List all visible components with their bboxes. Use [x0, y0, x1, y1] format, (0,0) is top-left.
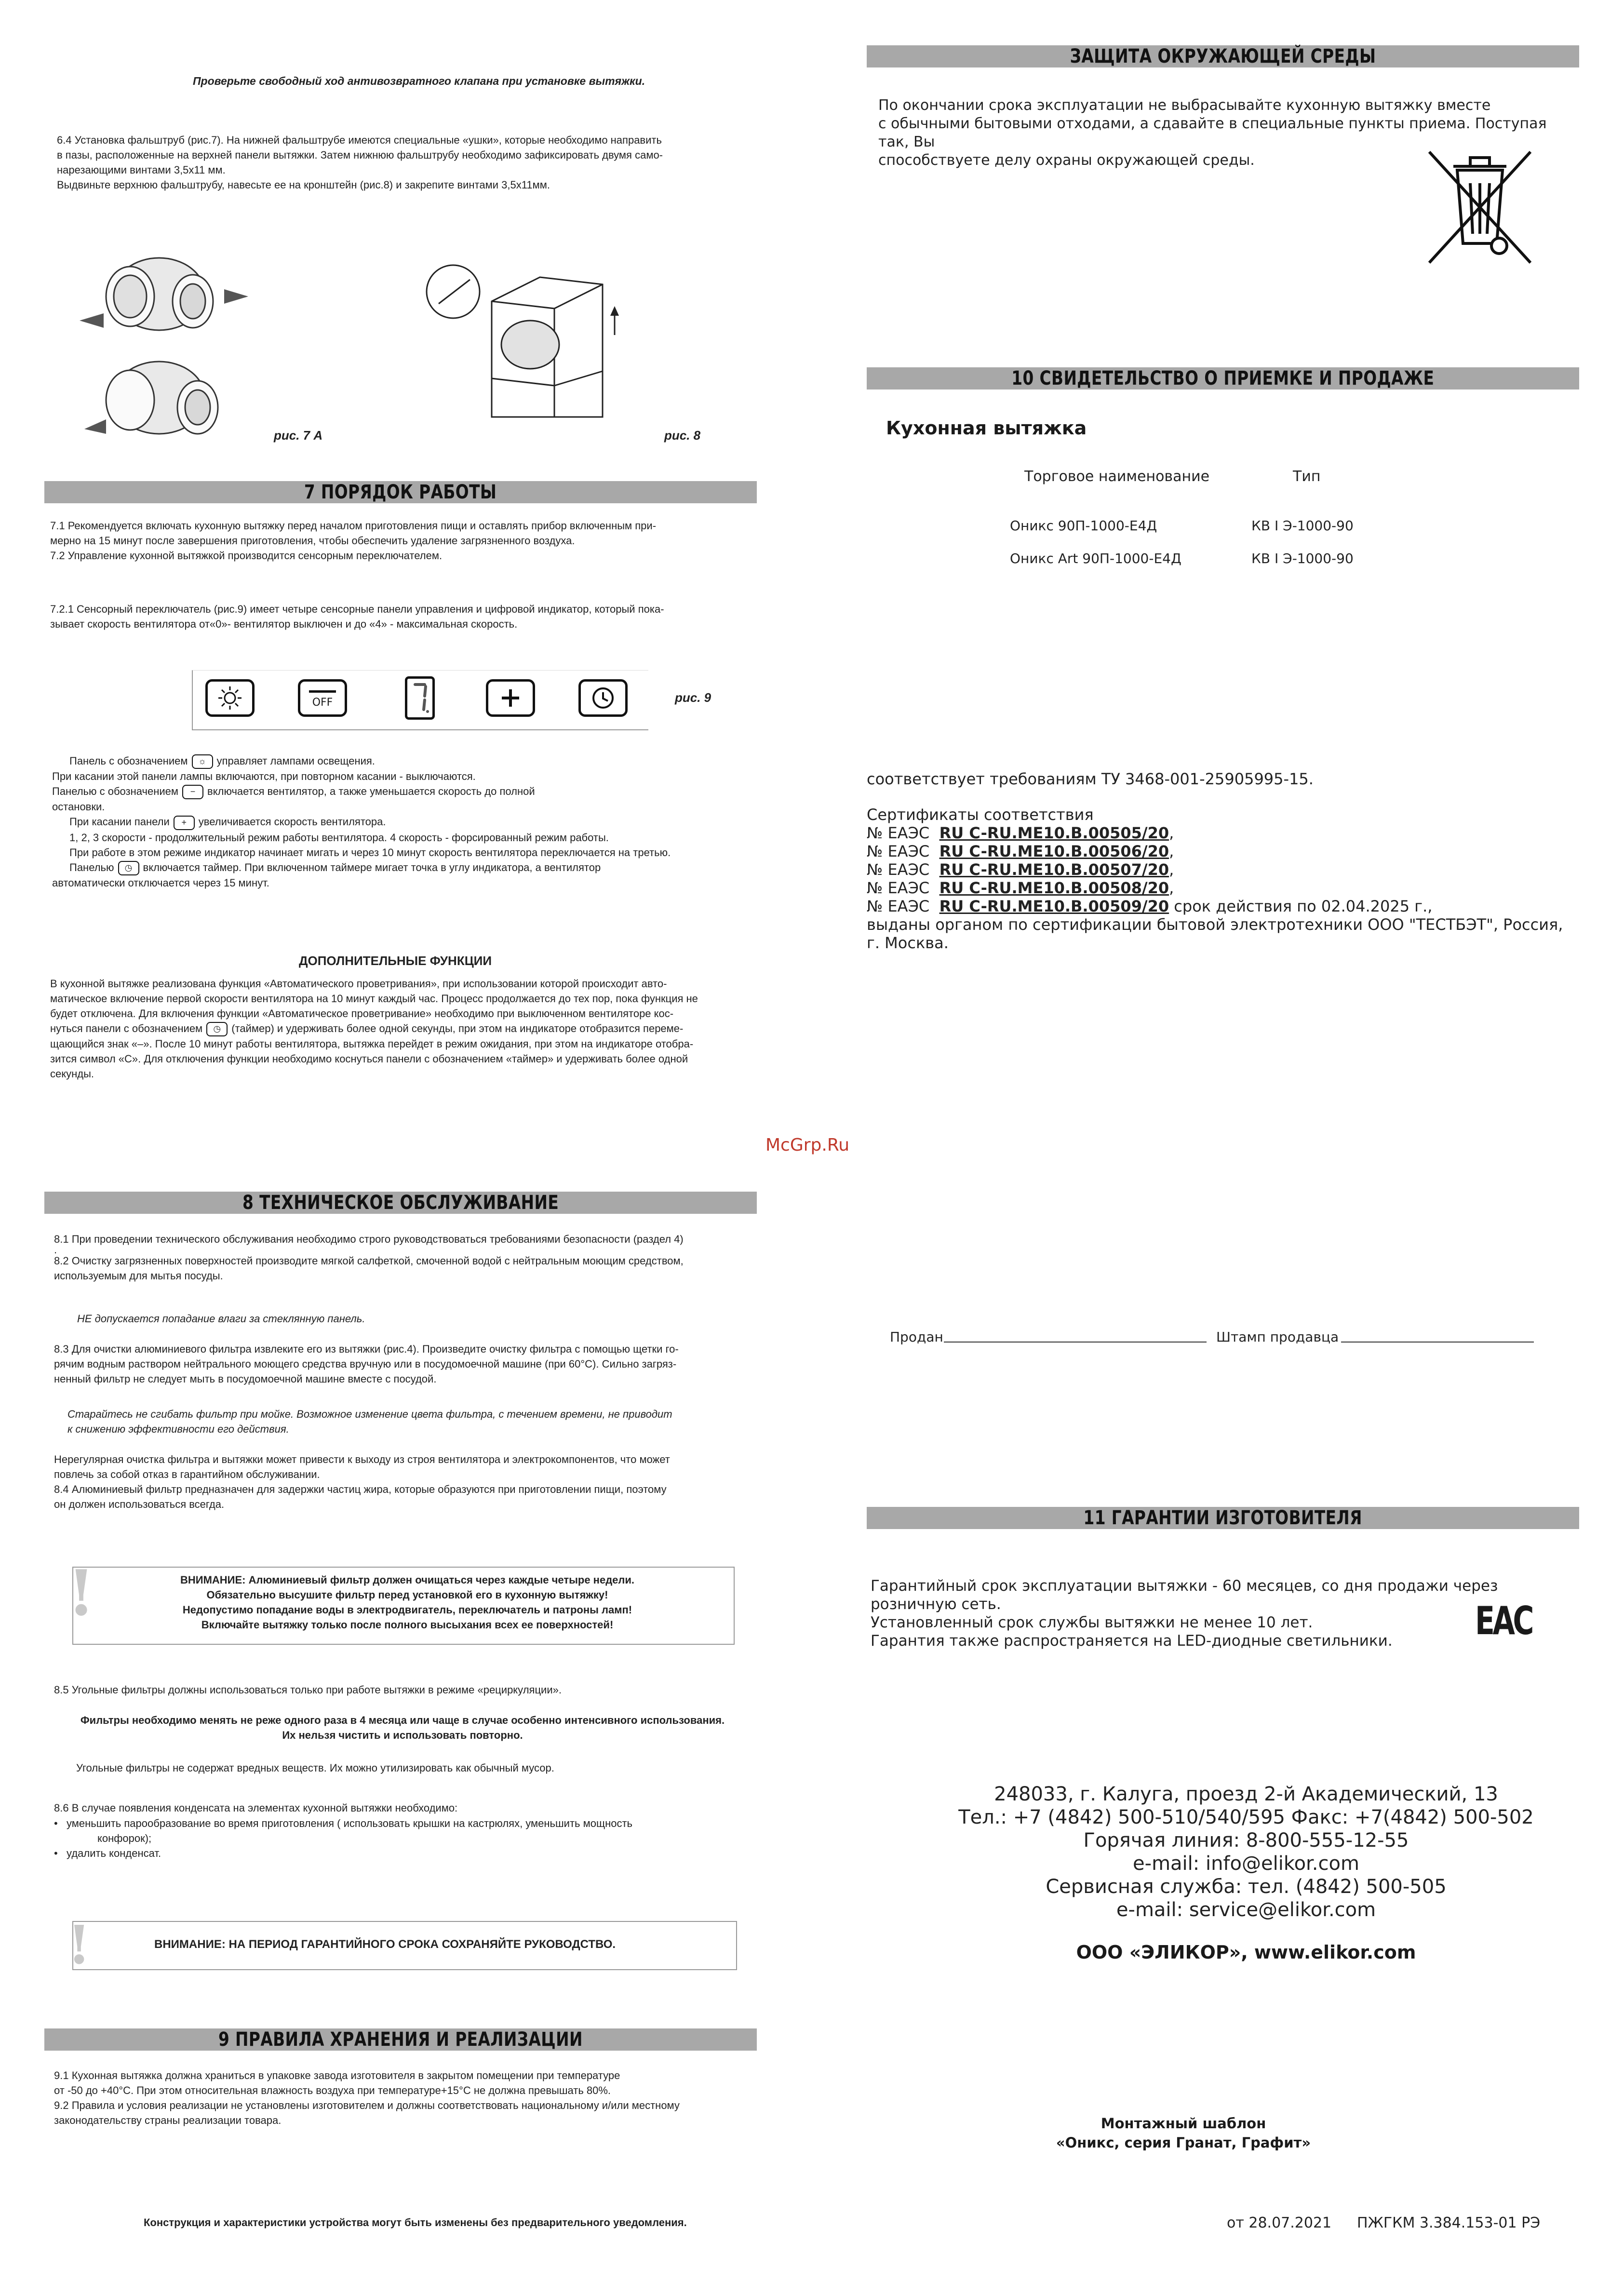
section-9-header: 9 ПРАВИЛА ХРАНЕНИЯ И РЕАЛИЗАЦИИ [44, 2028, 757, 2051]
mounting-template-title: Монтажный шаблон [1101, 2115, 1266, 2132]
mounting-template-subtitle: «Оникс, серия Гранат, Графит» [1056, 2135, 1311, 2151]
seller-stamp-label: Штамп продавца [1216, 1329, 1339, 1345]
eac-logo: EAC [1475, 1598, 1532, 1643]
type-column-header: Тип [1293, 468, 1321, 485]
section-8-1-2 [54, 1232, 758, 1283]
figure-8-caption: рис. 8 [664, 428, 701, 443]
plus-icon [488, 682, 533, 714]
text-line: нуться панели с обозначением ◷ (таймер) и удерживать более одной секунды, при этом на индикаторе отобразится переме- [50, 1021, 754, 1036]
seven-segment-digit [407, 679, 432, 717]
installation-note: Проверьте свободный ход антивозвратного клапана при установке вытяжки. [193, 75, 645, 87]
text-line: Недопустимо попадание воды в электродвигатель, переключатель и патроны ламп! [182, 1604, 632, 1616]
section-11-header: 11 ГАРАНТИИ ИЗГОТОВИТЕЛЯ [867, 1507, 1579, 1529]
phone-fax: Тел.: +7 (4842) 500-510/540/595 Факс: +7(4842) 500-502 [958, 1806, 1534, 1828]
certificate-line: № ЕАЭС RU C-RU.ME10.B.00508/20, [867, 879, 1174, 897]
document-date: от 28.07.2021 [1227, 2215, 1332, 2231]
plus-panel-button[interactable] [486, 679, 535, 717]
minus-icon: − [182, 785, 203, 799]
carbon-filter-disposal-note: Угольные фильтры не содержат вредных веществ. Их можно утилизировать как обычный мусор. [76, 1762, 554, 1774]
text-line: Установленный срок службы вытяжки не менее 10 лет. [871, 1614, 1313, 1631]
text-line: он должен использоваться всегда. [54, 1498, 225, 1510]
text-line: 9.2 Правила и условия реализации не установлены изготовителем и должны соответствовать национальному и/или местному [54, 2099, 680, 2111]
text-line: 8.4 Алюминиевый фильтр предназначен для задержки частиц жира, которые образуются при приготовлении пищи, поэтому [54, 1483, 667, 1495]
minus-off-panel-button[interactable] [298, 679, 347, 717]
watermark: McGrp.Ru [765, 1135, 850, 1155]
text-line: Фильтры необходимо менять не реже одного раза в 4 месяца или чаще в случае особенно интенсивного использования. [80, 1714, 725, 1726]
certificate-line: № ЕАЭС RU C-RU.ME10.B.00509/20 срок действия по 02.04.2025 г., [867, 897, 1433, 915]
table-cell-type: КВ I Э-1000-90 [1251, 551, 1354, 566]
panel-descriptions [50, 753, 754, 890]
text-line: будет отключена. Для включения функции «Автоматическое проветривание» необходимо при выключенном вентиляторе кос- [50, 1007, 674, 1020]
certificate-line: № ЕАЭС RU C-RU.ME10.B.00507/20, [867, 860, 1174, 879]
text-line: По окончании срока эксплуатации не выбрасывайте кухонную вытяжку вместе [878, 97, 1491, 114]
section-8-header: 8 ТЕХНИЧЕСКОЕ ОБСЛУЖИВАНИЕ [44, 1192, 757, 1214]
off-label: OFF [312, 697, 333, 709]
section-8-4 [54, 1452, 758, 1512]
text-line: 8.3 Для очистки алюминиевого фильтра извлеките его из вытяжки (рис.4). Произведите очистку фильтра с помощью щетки го- [54, 1343, 679, 1355]
figure-9-caption: рис. 9 [675, 690, 711, 705]
text-line: 9.1 Кухонная вытяжка должна храниться в упаковке завода изготовителя в закрытом помещении при температуре [54, 2069, 620, 2081]
table-cell-type: КВ I Э-1000-90 [1251, 518, 1354, 534]
product-name: Кухонная вытяжка [886, 417, 1087, 439]
document-code: ПЖГКМ 3.384.153-01 РЭ [1357, 2215, 1541, 2231]
certificates-title: Сертификаты соответствия [867, 806, 1094, 824]
section-7-text [50, 518, 754, 563]
carbon-filter-replacement-note [72, 1713, 733, 1743]
text-line: Выдвиньте верхнюю фальштрубу, навесьте ее на кронштейн (рис.8) и закрепите винтами 3,5х11мм. [57, 179, 550, 191]
text-line: Нерегулярная очистка фильтра и вытяжки может привести к выходу из строя вентилятора и электрокомпонентов, что может [54, 1453, 670, 1465]
sold-signature-line[interactable] [944, 1342, 1207, 1343]
section-10-header: 10 СВИДЕТЕЛЬСТВО О ПРИЕМКЕ И ПРОДАЖЕ [867, 367, 1579, 389]
speed-indicator [405, 676, 435, 720]
table-cell-name: Оникс Art 90П-1000-Е4Д [1010, 551, 1181, 566]
text-line: способствуете делу охраны окружающей среды. [878, 152, 1255, 169]
light-icon: ☼ [192, 754, 213, 769]
manual-keep-warning-text: ВНИМАНИЕ: НА ПЕРИОД ГАРАНТИЙНОГО СРОКА СОХРАНЯЙТЕ РУКОВОДСТВО. [154, 1938, 616, 1951]
warning-exclamation-icon: ! [67, 1914, 91, 1976]
extra-functions-text [50, 976, 754, 1081]
section-8-6: 8.6 В случае появления конденсата на элементах кухонной вытяжки необходимо: [54, 1802, 458, 1814]
text-line: 7.2 Управление кухонной вытяжкой производится сенсорным переключателем. [50, 550, 443, 562]
list-item: • уменьшить парообразование во время приготовления ( использовать крышки на кастрюлях, уменьшить мощность [54, 1817, 632, 1829]
text-line: При касании панели + увеличивается скорость вентилятора. [50, 814, 754, 830]
filter-bending-note [67, 1407, 742, 1437]
plus-icon: + [174, 816, 195, 830]
text-line: нарезающими винтами 3,5х11 мм. [57, 164, 226, 176]
list-item-continued: конфорок); [97, 1832, 152, 1844]
moisture-note: НЕ допускается попадание влаги за стеклянную панель. [77, 1313, 365, 1325]
text-line: Гарантийный срок эксплуатации вытяжки - 60 месяцев, со дня продажи через розничную сеть. [871, 1577, 1498, 1613]
text-line: При касании этой панели лампы включаются, при повторном касании - выключаются. [52, 770, 476, 783]
crossed-bin-icon [1424, 147, 1535, 268]
email-info[interactable]: e-mail: info@elikor.com [1133, 1853, 1359, 1875]
text-line: 1, 2, 3 скорости - продолжительный режим работы вентилятора. 4 скорость - форсированный режим работы. [69, 831, 609, 844]
section-6-4 [57, 133, 751, 192]
section-8-3 [54, 1342, 758, 1386]
section-9-text [54, 2068, 748, 2128]
text-line: автоматически отключается через 15 минут. [52, 876, 269, 889]
condensate-list [54, 1816, 743, 1861]
trade-name-column-header: Торговое наименование [1024, 468, 1210, 485]
text-line: матическое включение первой скорости вентилятора на 10 минут каждый час. Процесс продолжается до тех пор, пока функция не [50, 993, 698, 1005]
section-7-header: 7 ПОРЯДОК РАБОТЫ [44, 481, 757, 503]
text-line: щающийся знак «–». После 10 минут работы вентилятора, вытяжка перейдет в режим ожидания, при этом на индикаторе отобра- [50, 1038, 694, 1050]
text-line: Панелью ◷ включается таймер. При включенном таймере мигает точка в углу индикатора, а вентилятор [50, 860, 754, 875]
text-line: Панель с обозначением ☼ управляет лампами освещения. [50, 753, 754, 769]
text-line: 8.1 При проведении технического обслуживания необходимо строго руководствоваться требованиями безопасности (раздел 4) [54, 1233, 684, 1245]
section-8-5: 8.5 Угольные фильтры должны использоваться только при работе вытяжки в режиме «рециркуляции». [54, 1684, 562, 1696]
text-line: рячим водным раствором нейтрального моющего средства вручную или в посудомоечной машине (при 60°С). Сильно загряз- [54, 1358, 677, 1370]
text-line: Гарантия также распространяется на LED-диодные светильники. [871, 1632, 1393, 1650]
seller-stamp-line[interactable] [1341, 1342, 1534, 1343]
timer-panel-button[interactable] [578, 679, 628, 717]
text-line: При работе в этом режиме индикатор начинает мигать и через 10 минут скорость вентилятора переключается на третью. [69, 846, 671, 859]
text-line: Включайте вытяжку только после полного высыхания всех ее поверхностей! [201, 1619, 614, 1631]
extra-functions-title: ДОПОЛНИТЕЛЬНЫЕ ФУНКЦИИ [299, 953, 492, 968]
text-line: законодательству страны реализации товара. [54, 2114, 282, 2126]
figure-7a-illustration [77, 241, 251, 443]
text-line: . [54, 1244, 57, 1256]
contact-block [916, 1783, 1576, 1921]
text-line: зится символ «С». Для отключения функции необходимо коснуться панели с обозначением «таймер» и удерживать более одной [50, 1053, 688, 1065]
text-line: секунды. [50, 1068, 94, 1080]
timer-icon: ◷ [206, 1022, 228, 1036]
environment-header: ЗАЩИТА ОКРУЖАЮЩЕЙ СРЕДЫ [867, 45, 1579, 67]
text-line: используемым для мытья посуды. [54, 1270, 223, 1282]
hotline: Горячая линия: 8-800-555-12-55 [1083, 1829, 1409, 1852]
figure-8-illustration [419, 258, 651, 436]
text-line: остановки. [52, 801, 105, 813]
text-line: зывает скорость вентилятора от«0»- вентилятор выключен и до «4» - максимальная скорость. [50, 618, 518, 630]
touch-control-panel [192, 670, 648, 730]
figure-7a-caption: рис. 7 А [274, 428, 323, 443]
warranty-text [871, 1577, 1579, 1650]
service-phone: Сервисная служба: тел. (4842) 500-505 [1046, 1876, 1447, 1898]
text-line: повлечь за собой отказ в гарантийном обслуживании. [54, 1468, 320, 1480]
text-line: Их нельзя чистить и использовать повторно. [282, 1729, 523, 1741]
light-panel-button[interactable] [205, 679, 255, 717]
text-line: В кухонной вытяжке реализована функция «Автоматического проветривания», при использовании которой происходит авто- [50, 978, 667, 990]
timer-icon [581, 682, 625, 714]
text-line: от -50 до +40°С. При этом относительная влажность воздуха при температуре+15°С не должна превышать 80%. [54, 2084, 611, 2096]
list-item: • удалить конденсат. [54, 1847, 161, 1859]
certificate-line: № ЕАЭС RU C-RU.ME10.B.00506/20, [867, 842, 1174, 860]
text-line: ненный фильтр не следует мыть в посудомоечной машине вместе с посудой. [54, 1373, 437, 1385]
text-line: мерно на 15 минут после завершения приготовления, чтобы обеспечить удаление загрязненного воздуха. [50, 535, 575, 547]
text-line: 6.4 Установка фальштруб (рис.7). На нижней фальштрубе имеются специальные «ушки», которые необходимо направить [57, 134, 662, 146]
light-icon [208, 682, 252, 714]
timer-icon: ◷ [118, 861, 139, 875]
company-website[interactable]: ООО «ЭЛИКОР», www.elikor.com [1076, 1942, 1416, 1963]
warning-exclamation-icon: ! [67, 1556, 95, 1630]
text-line: в пазы, расположенные на верхней панели вытяжки. Затем нижнюю фальштрубу необходимо зафиксировать двумя само- [57, 149, 663, 161]
text-line: к снижению эффективности его действия. [67, 1423, 289, 1435]
address: 248033, г. Калуга, проезд 2-й Академический, 13 [994, 1783, 1498, 1805]
minus-icon [309, 690, 336, 693]
text-line: ВНИМАНИЕ: Алюминиевый фильтр должен очищаться через каждые четыре недели. [180, 1574, 635, 1586]
design-change-note: Конструкция и характеристики устройства могут быть изменены без предварительного уведомления. [144, 2216, 687, 2229]
sold-label: Продан [890, 1329, 943, 1345]
text-line: 7.1 Рекомендуется включать кухонную вытяжку перед началом приготовления пищи и оставлять прибор включенным при- [50, 520, 657, 532]
text-line: Обязательно высушите фильтр перед установкой его в кухонную вытяжку! [206, 1589, 608, 1601]
text-line: 7.2.1 Сенсорный переключатель (рис.9) имеет четыре сенсорные панели управления и цифровой индикатор, который пока- [50, 603, 664, 615]
certificate-issuer: выданы органом по сертификации бытовой электротехники ООО "ТЕСТБЭТ", Россия, г. Москва. [867, 915, 1563, 952]
text-line: Старайтесь не сгибать фильтр при мойке. Возможное изменение цвета фильтра, с течением времени, не приводит [67, 1408, 672, 1420]
filter-warning-text [111, 1572, 704, 1632]
table-cell-name: Оникс 90П-1000-Е4Д [1010, 518, 1157, 534]
email-service[interactable]: e-mail: service@elikor.com [1116, 1899, 1376, 1921]
text-line: 8.2 Очистку загрязненных поверхностей производите мягкой салфеткой, смоченной водой с нейтральным моющим средством, [54, 1255, 684, 1267]
text-line: Панелью с обозначением − включается вентилятор, а также уменьшается скорость до полной [50, 784, 754, 799]
section-7-2-1 [50, 602, 754, 631]
text-line: с обычными бытовыми отходами, а сдавайте в специальные пункты приема. Поступая так, Вы [878, 115, 1547, 150]
certificate-line: № ЕАЭС RU C-RU.ME10.B.00505/20, [867, 824, 1174, 842]
conformity-statement: соответствует требованиям ТУ 3468-001-25905995-15. [867, 770, 1314, 788]
certificates-block [867, 806, 1575, 952]
